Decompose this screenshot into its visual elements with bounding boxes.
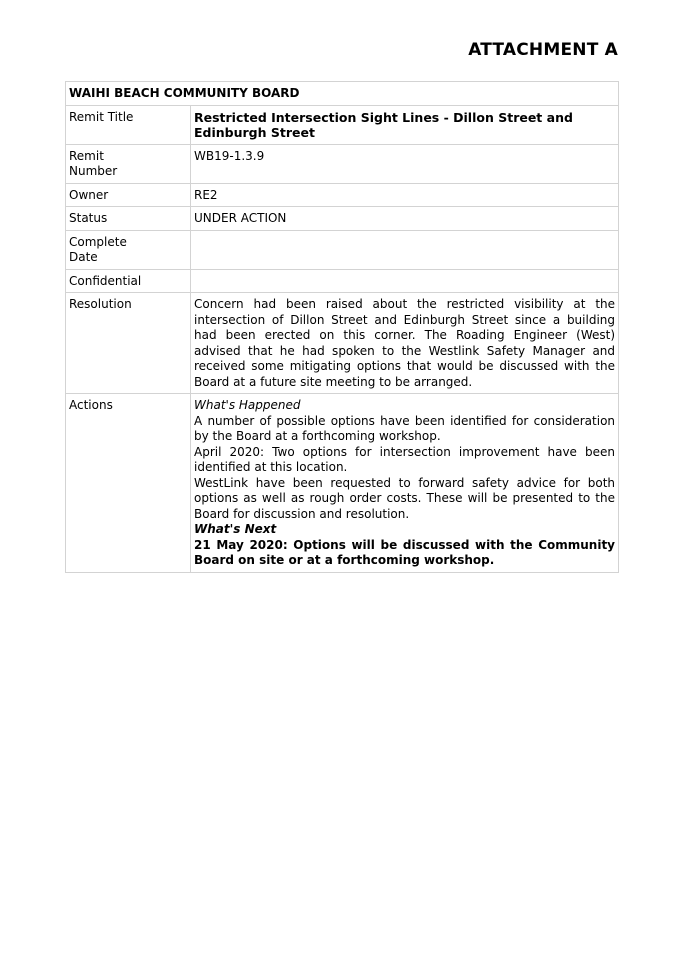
remit-title-row: [66, 105, 619, 144]
board-title: WAIHI BEACH COMMUNITY BOARD: [66, 82, 619, 106]
actions-paragraph-2: April 2020: Two options for intersection improvement have been identified at this location.: [194, 444, 616, 474]
confidential-row: [66, 269, 619, 293]
remit-title-label: Remit Title: [66, 105, 191, 144]
board-title-row: [66, 82, 619, 106]
confidential-value: [191, 269, 619, 293]
actions-label: Actions: [66, 394, 191, 573]
resolution-row: [66, 293, 619, 394]
remit-number-row: [66, 144, 619, 183]
resolution-label: Resolution: [66, 293, 191, 394]
whats-next-heading: What's Next: [194, 522, 277, 536]
resolution-text: Concern had been raised about the restricted visibility at the intersection of Dillon Street and Edinburgh Street since a building had been erected on this corner. The Roading Engineer (West) advised that he had spoken to the Westlink Safety Manager and received some mitigating options that would be discussed with the Board at a future site meeting to be arranged.: [194, 297, 616, 389]
status-row: [66, 207, 619, 231]
remit-title-value: Restricted Intersection Sight Lines - Dillon Street and Edinburgh Street: [191, 105, 619, 144]
actions-row: [66, 394, 619, 573]
whats-next-text: 21 May 2020: Options will be discussed with the Community Board on site or at a forthcoming workshop.: [194, 537, 616, 567]
remit-number-value: WB19-1.3.9: [191, 144, 619, 183]
remit-number-label: [66, 144, 191, 183]
remit-table: [65, 81, 619, 573]
status-label: Status: [66, 207, 191, 231]
actions-cell: [191, 394, 619, 573]
status-value: UNDER ACTION: [191, 207, 619, 231]
complete-date-value: [191, 230, 619, 269]
actions-paragraph-3: WestLink have been requested to forward safety advice for both options as well as rough order costs. These will be presented to the Board for discussion and resolution.: [194, 475, 616, 521]
complete-date-row: [66, 230, 619, 269]
complete-date-label-text: Complete Date: [69, 234, 127, 264]
remit-number-label-text: Remit Number: [69, 148, 118, 178]
actions-paragraph-1: A number of possible options have been identified for consideration by the Board at a forthcoming workshop.: [194, 413, 616, 443]
owner-label: Owner: [66, 183, 191, 207]
confidential-label: Confidential: [66, 269, 191, 293]
whats-happened-heading: What's Happened: [194, 398, 301, 412]
resolution-cell: [191, 293, 619, 394]
attachment-heading: ATTACHMENT A: [468, 40, 618, 60]
complete-date-label: [66, 230, 191, 269]
owner-value: RE2: [191, 183, 619, 207]
owner-row: [66, 183, 619, 207]
